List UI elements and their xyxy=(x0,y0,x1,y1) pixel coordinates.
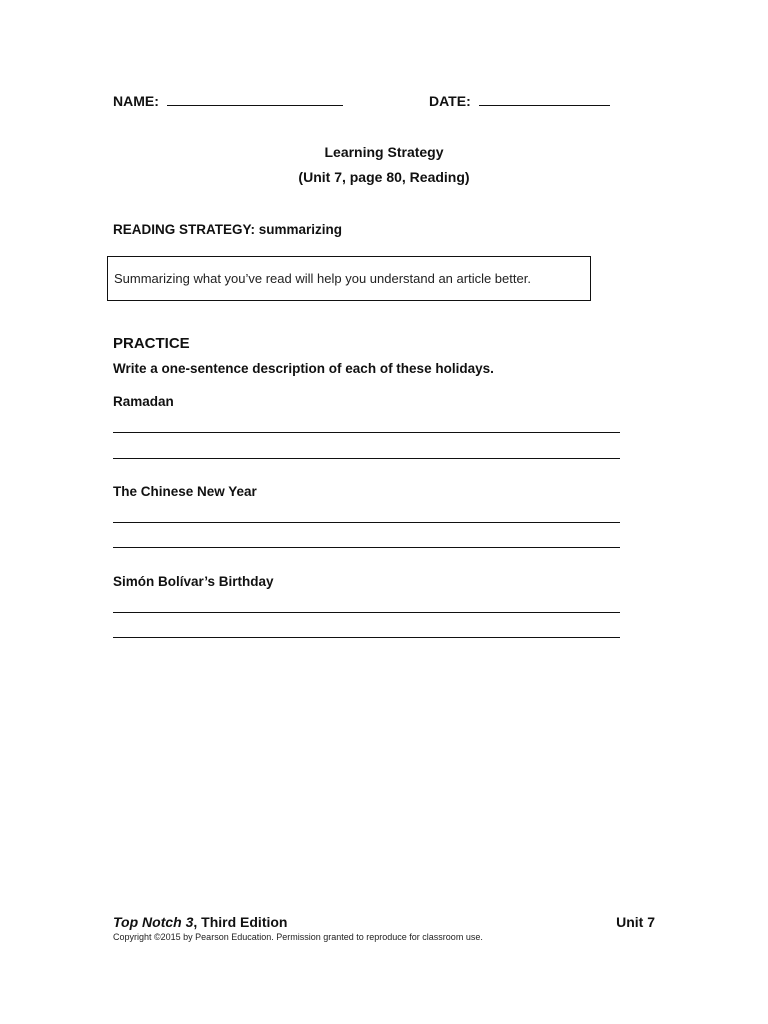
name-field[interactable] xyxy=(113,92,343,110)
answer-line[interactable] xyxy=(113,547,620,548)
date-label: DATE: xyxy=(429,93,471,109)
strategy-heading: READING STRATEGY: summarizing xyxy=(113,222,343,237)
holiday-label-bolivar-birthday: Simón Bolívar’s Birthday xyxy=(113,574,274,589)
book-edition: , Third Edition xyxy=(193,914,288,930)
strategy-box: Summarizing what you’ve read will help you understand an article better. xyxy=(107,256,591,301)
holiday-label-chinese-new-year: The Chinese New Year xyxy=(113,484,257,499)
page-title: Learning Strategy xyxy=(324,144,444,160)
answer-line[interactable] xyxy=(113,637,620,638)
practice-heading: PRACTICE xyxy=(113,335,190,352)
holiday-label-ramadan: Ramadan xyxy=(113,394,174,409)
copyright-notice: Copyright ©2015 by Pearson Education. Permission granted to reproduce for classroom use. xyxy=(113,932,483,942)
book-title: Top Notch 3 xyxy=(113,914,194,930)
answer-line[interactable] xyxy=(113,522,620,523)
page-subtitle: (Unit 7, page 80, Reading) xyxy=(298,169,470,185)
answer-line[interactable] xyxy=(113,458,620,459)
name-blank[interactable] xyxy=(167,93,343,106)
footer-unit: Unit 7 xyxy=(616,914,655,930)
practice-instruction: Write a one-sentence description of each of these holidays. xyxy=(113,361,494,376)
date-field[interactable] xyxy=(429,92,610,110)
date-blank[interactable] xyxy=(479,93,610,106)
answer-line[interactable] xyxy=(113,432,620,433)
answer-line[interactable] xyxy=(113,612,620,613)
footer-book-title xyxy=(113,913,287,931)
name-label: NAME: xyxy=(113,93,159,109)
